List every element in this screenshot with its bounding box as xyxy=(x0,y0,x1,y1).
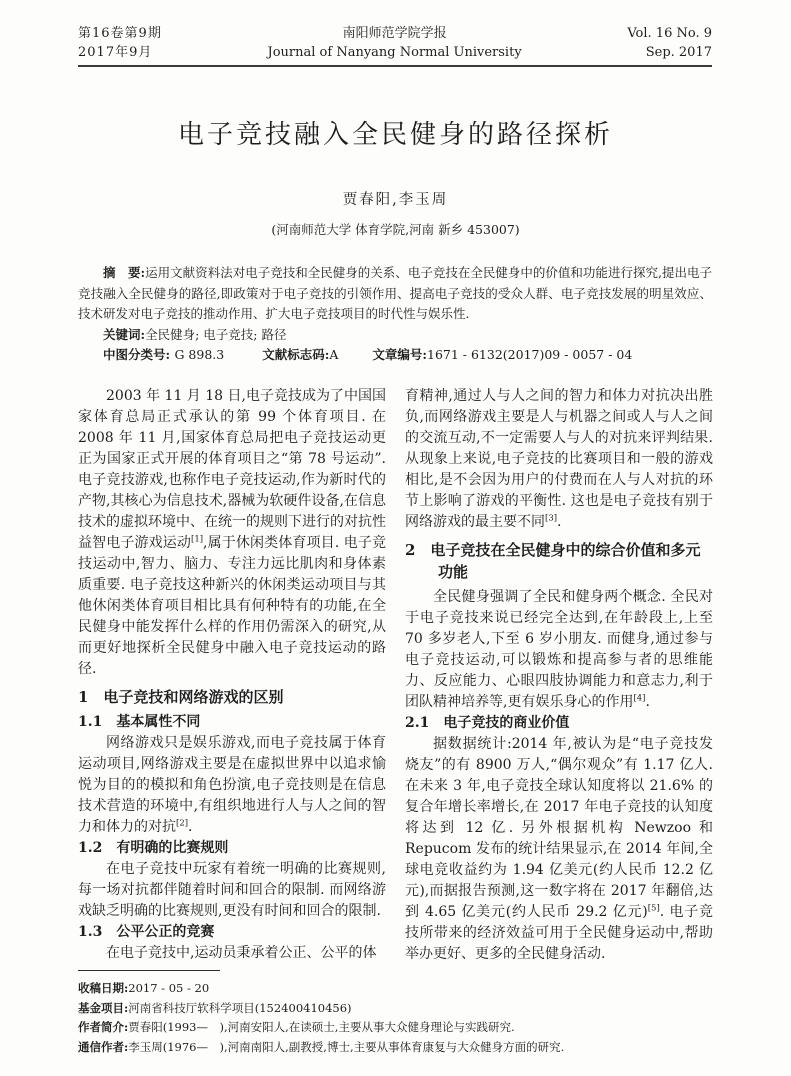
meta-line xyxy=(78,345,712,366)
journal-name-cn: 南阳师范学院学报 xyxy=(342,26,447,41)
header-journal-name xyxy=(268,24,522,62)
abstract-text: 运用文献资料法对电子竞技和全民健身的关系、电子竞技在全民健身中的价值和功能进行探究,提出电子竞技融入全民健身的路径,即政策对于电子竞技的引领作用、提高电子竞技的受众人群、电子竞技发展的明星效应、技术研发对电子竞技的推动作用、扩大电子竞技项目的时代性与娱乐性. xyxy=(78,265,712,322)
footnote-line xyxy=(78,999,731,1019)
footnote-line xyxy=(78,979,731,999)
footnote-label: 作者简介: xyxy=(78,1020,129,1034)
body-column-left xyxy=(78,386,386,968)
doc-code-label: 文献标志码: xyxy=(262,347,330,363)
article-title: 电子竞技融入全民健身的路径探析 xyxy=(177,120,613,150)
journal-header xyxy=(78,24,712,62)
article-no-label: 文章编号: xyxy=(372,347,427,363)
body-paragraph: 网络游戏只是娱乐游戏,而电子竞技属于体育运动项目,网络游戏主要是在虚拟世界中以追求愉悦为目的的模拟和角色扮演,电子竞技则是在信息技术营造的环境中,有组织地进行人与人之间的智力和体力的对抗[2]. xyxy=(78,735,386,835)
footnote-line xyxy=(78,1018,731,1038)
footnote-divider xyxy=(78,970,220,971)
abstract-block xyxy=(78,263,712,366)
volume-issue-cn: 第16卷第9期 xyxy=(78,26,162,41)
footnote-text: 李玉周(1976— ),河南南阳人,副教授,博士,主要从事体育康复与大众健身方面的研究. xyxy=(128,1039,565,1054)
header-volume-en xyxy=(627,24,712,62)
footnote-line xyxy=(78,1038,731,1058)
keywords-text: 全民健身; 电子竞技; 路径 xyxy=(145,326,287,342)
header-divider xyxy=(78,65,712,67)
body-paragraph: 在电子竞技中,运动员秉承着公正、公平的体 xyxy=(106,945,377,961)
date-cn: 2017年9月 xyxy=(78,45,153,60)
section-heading: 2 电子竞技在全民健身中的综合价值和多元功能 xyxy=(405,541,701,581)
abstract-label: 摘 要: xyxy=(103,265,146,280)
section-heading: 1.1 基本属性不同 xyxy=(78,714,201,730)
article-no-value: 1671 - 6132(2017)09 - 0057 - 04 xyxy=(427,347,633,363)
volume-issue-en: Vol. 16 No. 9 xyxy=(627,26,712,41)
article-affiliation: (河南师范大学 体育学院,河南 新乡 453007) xyxy=(271,222,520,237)
section-heading: 1.2 有明确的比赛规则 xyxy=(78,840,229,856)
date-en: Sep. 2017 xyxy=(645,45,712,60)
article-authors: 贾春阳,李玉周 xyxy=(342,192,449,208)
body-paragraph: 据数据统计:2014 年,被认为是“电子竞技发烧友”的有 8900 万人,“偶尔观众”有 1.17 亿人. 在未来 3 年,电子竞技全球认知度将以 21.6% 的复合年增长率增长,在 2017 年电子竞技的认知度将达到 12 亿. 另外根据机构 Newzoo 和 Repucom 发布的统计结果显示,在 2014 年间,全球电竞收益约为 1.94 亿美元(约人民币 12.2 亿元),而据报告预测,这一数字将在 2017 年翻倍,达到 4.65 亿美元(约人民币 29.2 亿元)[5]. 电子竞技所带来的经济效益可用于全民健身运动中,帮助举办更好、更多的全民健身活动. xyxy=(405,736,713,962)
section-heading: 2.1 电子竞技的商业价值 xyxy=(405,715,570,731)
keywords-line xyxy=(78,325,712,346)
clc-label: 中图分类号: xyxy=(103,347,175,363)
body-paragraph: 2003 年 11 月 18 日,电子竞技成为了中国国家体育总局正式承认的第 99 个体育项目. 在 2008 年 11 月,国家体育总局把电子竞技运动更正为国家正式开展的体育项目之“第 78 号运动”. 电子竞技游戏,也称作电子竞技运动,作为新时代的产物,其核心为信息技术,器械为软硬件设备,在信息技术的虚拟环境中、在统一的规则下进行的对抗性益智电子游戏运动[1],属于休闲类体育项目. 电子竞技运动中,智力、脑力、专注力远比肌肉和身体素质重要. 电子竞技这种新兴的休闲类运动项目与其他休闲类体育项目相比具有何种特有的功能,在全民健身中能发挥什么样的作用仍需深入的研究,从而更好地探析全民健身中融入电子竞技运动的路径. xyxy=(78,388,386,677)
header-volume-cn xyxy=(78,24,162,62)
footnote-text: 贾春阳(1993— ),河南安阳人,在读硕士,主要从事大众健身理论与实践研究. xyxy=(128,1020,515,1034)
journal-name-en: Journal of Nanyang Normal University xyxy=(267,45,522,60)
footnote-label: 基金项目: xyxy=(78,1000,129,1015)
section-heading: 1 电子竞技和网络游戏的区别 xyxy=(78,688,284,706)
abstract-paragraph xyxy=(78,263,712,325)
body-paragraph: 在电子竞技中玩家有着统一明确的比赛规则,每一场对抗都伴随着时间和回合的限制. 而网络游戏缺乏明确的比赛规则,更没有时间和回合的限制. xyxy=(78,861,386,919)
body-column-right xyxy=(405,386,713,986)
body-paragraph: 全民健身强调了全民和健身两个概念. 全民对于电子竞技来说已经完全达到,在年龄段上,上至 70 多岁老人,下至 6 岁小朋友. 而健身,通过参与电子竞技运动,可以锻炼和提高参与者的思维能力、反应能力、心眼四肢协调能力和意志力,利于团队精神培养等,更有娱乐身心的作用[4]. xyxy=(405,589,713,710)
doc-code-value: A xyxy=(329,347,339,363)
footnote-label: 收稿日期: xyxy=(78,981,129,995)
footnotes-block xyxy=(78,979,731,1057)
body-paragraph: 育精神,通过人与人之间的智力和体力对抗决出胜负,而网络游戏主要是人与机器之间或人与人之间的交流互动,不一定需要人与人的对抗来评判结果. 从现象上来说,电子竞技的比赛项目和一般的游戏相比,是不会因为用户的付费而在人与人对抗的环节上影响了游戏的平衡性. 这也是电子竞技有别于网络游戏的最主要不同[3]. xyxy=(405,388,713,530)
clc-value: G 898.3 xyxy=(174,347,225,363)
footnote-label: 通信作者: xyxy=(78,1039,129,1054)
keywords-label: 关键词: xyxy=(103,326,146,342)
section-heading: 1.3 公平公正的竞赛 xyxy=(78,924,215,940)
footnote-text: 河南省科技厅软科学项目(152400410456) xyxy=(128,1000,352,1015)
footnote-text: 2017 - 05 - 20 xyxy=(128,981,210,995)
